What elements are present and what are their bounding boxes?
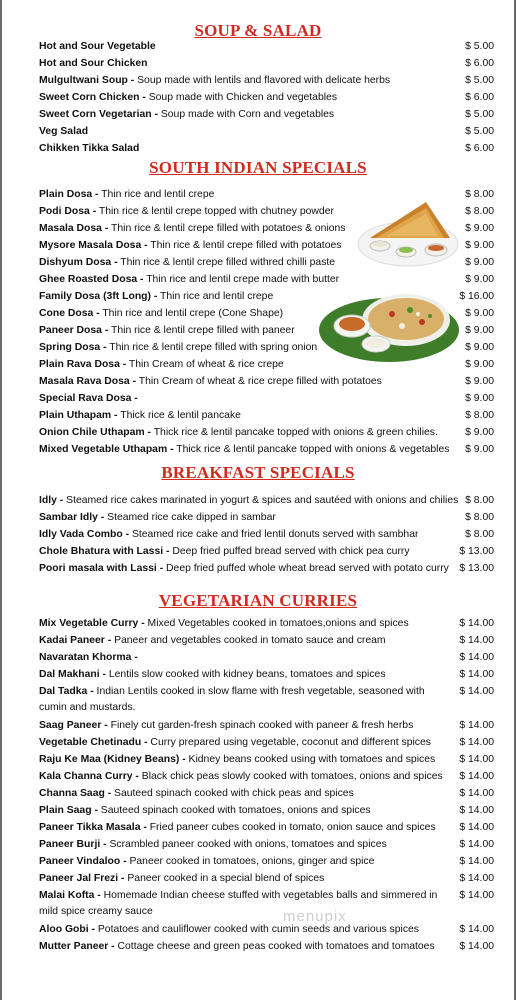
menu-item-text [39, 56, 148, 71]
menu-item [39, 391, 494, 406]
menu-item [39, 442, 494, 457]
menu-item-description: Sauteed spinach cooked with tomatoes, onions and spices [97, 805, 371, 816]
menu-item [39, 204, 494, 219]
menu-item-price: $ 14.00 [459, 635, 494, 646]
menu-item-price: $ 14.00 [459, 890, 494, 901]
menu-item [39, 306, 494, 321]
menu-item-name: Plain Uthapam - [39, 410, 118, 421]
menu-item-price: $ 14.00 [459, 618, 494, 629]
menu-item-description: Sauteed spinach cooked with chick peas and spices [111, 788, 354, 799]
menu-item-text [39, 187, 214, 202]
menupix-watermark: menupix [283, 908, 347, 925]
menu-item-description: Thin rice and lentil crepe made with butter [143, 274, 340, 285]
menu-item [39, 922, 494, 937]
menu-item [39, 39, 494, 54]
menu-item-text [39, 39, 156, 54]
menu-item [39, 221, 494, 236]
menu-item-description: Thin Cream of wheat & rice crepe [126, 359, 284, 370]
menu-item-description: Soup made with Chicken and vegetables [145, 92, 338, 103]
menu-item-price: $ 14.00 [459, 686, 494, 697]
menu-item-text [39, 650, 138, 665]
menu-item-name: Masala Rava Dosa - [39, 376, 137, 387]
menu-item-price: $ 9.00 [465, 427, 494, 438]
menu-item-price: $ 13.00 [459, 546, 494, 557]
section-title-south-indian: SOUTH INDIAN SPECIALS [149, 158, 367, 177]
menu-item [39, 107, 494, 122]
menu-item-description: Thick rice & lentil pancake topped with onions & vegetables [173, 444, 450, 455]
menu-item [39, 272, 494, 287]
menu-item-price: $ 5.00 [465, 109, 494, 120]
menu-item-name: Mulgultwani Soup - [39, 75, 135, 86]
menu-item [39, 289, 494, 304]
menu-item-description: Thin rice and lentil crepe [157, 291, 274, 302]
menu-item-name: Special Rava Dosa - [39, 393, 138, 404]
menu-item-description: Homemade Indian cheese stuffed with vegetables balls and simmered in mild spice creamy sauce [39, 890, 438, 917]
menu-item-text [39, 820, 436, 835]
menu-item [39, 493, 494, 508]
menu-item-price: $ 9.00 [465, 444, 494, 455]
menu-item-text [39, 238, 341, 253]
menu-item-text [39, 888, 449, 920]
menu-item-name: Paneer Tikka Masala - [39, 822, 147, 833]
menu-item-price: $ 9.00 [465, 376, 494, 387]
menu-item [39, 527, 494, 542]
menu-item [39, 56, 494, 71]
menu-item-price: $ 14.00 [459, 805, 494, 816]
menu-item [39, 255, 494, 270]
menu-item-description: Soup made with lentils and flavored with delicate herbs [134, 75, 391, 86]
menu-item [39, 187, 494, 202]
menu-item-text [39, 633, 386, 648]
menu-item [39, 854, 494, 869]
menu-item-text [39, 391, 138, 406]
menu-item-name: Dishyum Dosa - [39, 257, 118, 268]
menu-item-description: Scrambled paneer cooked with onions, tomatoes and spices [106, 839, 387, 850]
menu-item [39, 684, 494, 716]
menu-item-name: Chikken Tikka Salad [39, 143, 140, 154]
menu-item-text [39, 803, 371, 818]
menu-item-price: $ 14.00 [459, 856, 494, 867]
menu-item-text [39, 493, 458, 508]
menu-item-name: Mixed Vegetable Uthapam - [39, 444, 174, 455]
menu-item-name: Kadai Paneer - [39, 635, 112, 646]
menu-item-name: Chole Bhatura with Lassi - [39, 546, 170, 557]
menu-item-price: $ 14.00 [459, 788, 494, 799]
menu-item-text [39, 718, 413, 733]
menu-item-description: Potatoes and cauliflower cooked with cumin seeds and various spices [94, 924, 420, 935]
menu-item-text [39, 323, 295, 338]
menu-item-text [39, 854, 374, 869]
menu-item-price: $ 14.00 [459, 822, 494, 833]
menu-item [39, 735, 494, 750]
menu-item-price: $ 14.00 [459, 941, 494, 952]
menu-item [39, 544, 494, 559]
menu-item-name: Channa Saag - [39, 788, 112, 799]
menu-item [39, 238, 494, 253]
menu-item-description: Thin rice and lentil crepe [98, 189, 215, 200]
menu-item-name: Vegetable Chetinadu - [39, 737, 148, 748]
menu-item-price: $ 9.00 [465, 325, 494, 336]
menu-item-description: Thick rice & lentil pancake topped with onions & green chilies. [151, 427, 438, 438]
menu-item-text [39, 527, 418, 542]
menu-item-text [39, 255, 335, 270]
menu-item-price: $ 8.00 [465, 495, 494, 506]
menu-item [39, 803, 494, 818]
menu-item-price: $ 5.00 [465, 75, 494, 86]
menu-item-price: $ 6.00 [465, 143, 494, 154]
menu-item [39, 561, 494, 576]
menu-item-name: Mutter Paneer - [39, 941, 115, 952]
menu-item-price: $ 5.00 [465, 41, 494, 52]
menu-item-price: $ 14.00 [459, 652, 494, 663]
menu-item-text [39, 544, 410, 559]
menu-item-name: Malai Kofta - [39, 890, 101, 901]
menu-item-name: Dal Makhani - [39, 669, 106, 680]
menu-item-description: Cottage cheese and green peas cooked with tomatoes and tomatoes [114, 941, 435, 952]
menu-item-description: Thin rice & lentil crepe filled with spring onion [106, 342, 318, 353]
menu-item-name: Hot and Sour Chicken [39, 58, 148, 69]
menu-item-price: $ 14.00 [459, 873, 494, 884]
menu-item [39, 124, 494, 139]
menu-item-description: Mixed Vegetables cooked in tomatoes,onions and spices [144, 618, 409, 629]
menu-item-text [39, 769, 443, 784]
menu-item-name: Idly Vada Combo - [39, 529, 130, 540]
menu-item-text [39, 124, 88, 139]
menu-item-name: Cone Dosa - [39, 308, 100, 319]
menu-item-price: $ 5.00 [465, 126, 494, 137]
menu-item-name: Paneer Vindaloo - [39, 856, 127, 867]
menu-item-name: Kala Channa Curry - [39, 771, 139, 782]
menu-item [39, 73, 494, 88]
menu-item [39, 820, 494, 835]
menu-item-description: Steamed rice cake and fried lentil donuts served with sambhar [129, 529, 419, 540]
menu-item [39, 786, 494, 801]
menu-item [39, 357, 494, 372]
menu-item-name: Ghee Roasted Dosa - [39, 274, 144, 285]
menu-item-price: $ 9.00 [465, 308, 494, 319]
menu-item [39, 939, 494, 954]
menu-item-description: Deep fried puffed bread served with chick pea curry [169, 546, 410, 557]
menu-item-description: Fried paneer cubes cooked in tomato, onion sauce and spices [146, 822, 436, 833]
menu-item-name: Paneer Burji - [39, 839, 107, 850]
menu-item-description: Steamed rice cakes marinated in yogurt & spices and sautéed with onions and chilies [63, 495, 459, 506]
left-border [0, 0, 2, 1000]
menu-item [39, 141, 494, 156]
menu-item-description: Thin rice and lentil crepe (Cone Shape) [99, 308, 284, 319]
menu-item-description: Thin rice & lentil crepe filled with potatoes [147, 240, 342, 251]
menu-item-text [39, 442, 449, 457]
menu-item-name: Aloo Gobi - [39, 924, 95, 935]
menu-item-description: Thick rice & lentil pancake [117, 410, 241, 421]
menu-item [39, 510, 494, 525]
menu-item-price: $ 9.00 [465, 274, 494, 285]
menu-item-name: Idly - [39, 495, 64, 506]
menu-item-text [39, 735, 431, 750]
menu-item-text [39, 141, 139, 156]
menu-item-price: $ 9.00 [465, 359, 494, 370]
menu-item [39, 633, 494, 648]
menu-item-price: $ 14.00 [459, 924, 494, 935]
menu-item-text [39, 684, 449, 716]
menu-item-text [39, 221, 346, 236]
menu-item-description: Thin rice & lentil crepe filled withred chilli paste [117, 257, 336, 268]
menu-item [39, 888, 494, 920]
menu-item [39, 374, 494, 389]
menu-item-price: $ 9.00 [465, 257, 494, 268]
menu-item-text [39, 289, 273, 304]
menu-item-name: Plain Saag - [39, 805, 98, 816]
menu-item [39, 323, 494, 338]
menu-item-name: Veg Salad [39, 126, 89, 137]
menu-item-price: $ 14.00 [459, 669, 494, 680]
section-title-soup-salad: SOUP & SALAD [194, 21, 322, 40]
menu-item [39, 616, 494, 631]
menu-item-price: $ 14.00 [459, 737, 494, 748]
menu-item-name: Poori masala with Lassi - [39, 563, 164, 574]
menu-item-name: Podi Dosa - [39, 206, 97, 217]
menu-item-price: $ 6.00 [465, 58, 494, 69]
menu-item-text [39, 306, 283, 321]
menu-item [39, 90, 494, 105]
menu-item-description: Deep fried puffed whole wheat bread served with potato curry [163, 563, 449, 574]
menu-item-description: Black chick peas slowly cooked with tomatoes, onions and spices [138, 771, 443, 782]
menu-item-price: $ 8.00 [465, 206, 494, 217]
menu-item-price: $ 14.00 [459, 839, 494, 850]
menu-item-description: Paneer cooked in a special blend of spices [124, 873, 325, 884]
menu-item-description: Paneer and vegetables cooked in tomato sauce and cream [111, 635, 386, 646]
menu-item-price: $ 9.00 [465, 393, 494, 404]
menu-item-name: Family Dosa (3ft Long) - [39, 291, 158, 302]
menu-item-text [39, 752, 435, 767]
menu-item-name: Mysore Masala Dosa - [39, 240, 148, 251]
menu-item-name: Raju Ke Maa (Kidney Beans) - [39, 754, 186, 765]
menu-item-description: Thin rice & lentil crepe filled with potatoes & onions [108, 223, 346, 234]
menu-item-text [39, 90, 337, 105]
menu-item-text [39, 73, 390, 88]
menu-item-text [39, 272, 339, 287]
menu-item-name: Plain Dosa - [39, 189, 99, 200]
menu-item-price: $ 8.00 [465, 529, 494, 540]
menu-item-price: $ 9.00 [465, 223, 494, 234]
menu-item-description: Thin Cream of wheat & rice crepe filled with potatoes [136, 376, 382, 387]
menu-item-text [39, 616, 409, 631]
menu-item [39, 871, 494, 886]
menu-item-text [39, 837, 387, 852]
section-title-vegetarian-curries: VEGETARIAN CURRIES [158, 591, 358, 610]
section-title-breakfast: BREAKFAST SPECIALS [161, 463, 355, 482]
menu-item-price: $ 9.00 [465, 342, 494, 353]
menu-item [39, 425, 494, 440]
menu-item-description: Steamed rice cake dipped in sambar [104, 512, 276, 523]
menu-item-text [39, 204, 334, 219]
menu-item [39, 769, 494, 784]
menu-item-price: $ 14.00 [459, 754, 494, 765]
menu-item-text [39, 871, 324, 886]
menu-item-text [39, 561, 449, 576]
menu-item-name: Hot and Sour Vegetable [39, 41, 156, 52]
menu-item-text [39, 667, 386, 682]
menu-item-name: Saag Paneer - [39, 720, 108, 731]
menu-item-price: $ 8.00 [465, 189, 494, 200]
menu-item [39, 837, 494, 852]
menu-item [39, 752, 494, 767]
menu-item-description: Paneer cooked in tomatoes, onions, ginger and spice [126, 856, 375, 867]
menu-item-text [39, 425, 438, 440]
menu-item [39, 667, 494, 682]
menu-item-text [39, 408, 241, 423]
menu-item-name: Masala Dosa - [39, 223, 109, 234]
menu-item-name: Sambar Idly - [39, 512, 105, 523]
menu-item [39, 650, 494, 665]
menu-item-description: Curry prepared using vegetable, coconut and different spices [147, 737, 431, 748]
menu-item-description: Lentils slow cooked with kidney beans, tomatoes and spices [105, 669, 386, 680]
menu-item [39, 718, 494, 733]
menu-item-price: $ 6.00 [465, 92, 494, 103]
menu-item-price: $ 14.00 [459, 771, 494, 782]
menu-item [39, 408, 494, 423]
menu-item-price: $ 16.00 [459, 291, 494, 302]
menu-item-text [39, 922, 419, 937]
menu-item-text [39, 939, 435, 954]
menu-item-name: Plain Rava Dosa - [39, 359, 127, 370]
menu-item-text [39, 357, 284, 372]
menu-item-name: Navaratan Khorma - [39, 652, 138, 663]
menu-item-name: Onion Chile Uthapam - [39, 427, 151, 438]
menu-item-text [39, 107, 334, 122]
menu-item-price: $ 14.00 [459, 720, 494, 731]
menu-item-name: Spring Dosa - [39, 342, 107, 353]
menu-item-name: Sweet Corn Chicken - [39, 92, 146, 103]
menu-item-price: $ 9.00 [465, 240, 494, 251]
menu-item-description: Thin rice & lentil crepe topped with chutney powder [96, 206, 334, 217]
menu-item-text [39, 374, 382, 389]
menu-item-name: Paneer Dosa - [39, 325, 109, 336]
menu-item-price: $ 13.00 [459, 563, 494, 574]
menu-item-name: Dal Tadka - [39, 686, 94, 697]
menu-item-description: Indian Lentils cooked in slow flame with fresh vegetable, seasoned with cumin and mustards. [39, 686, 425, 713]
menu-item-price: $ 8.00 [465, 512, 494, 523]
menu-item-price: $ 8.00 [465, 410, 494, 421]
menu-item-name: Paneer Jal Frezi - [39, 873, 125, 884]
menu-item-name: Mix Vegetable Curry - [39, 618, 145, 629]
menu-item-description: Thin rice & lentil crepe filled with paneer [108, 325, 295, 336]
menu-item-description: Finely cut garden-fresh spinach cooked with paneer & fresh herbs [107, 720, 414, 731]
menu-item-text [39, 510, 276, 525]
menu-item-text [39, 340, 317, 355]
menu-item-description: Kidney beans cooked using with tomatoes and spices [185, 754, 436, 765]
menu-item-name: Sweet Corn Vegetarian - [39, 109, 158, 120]
menu-item-description: Soup made with Corn and vegetables [157, 109, 335, 120]
menu-item [39, 340, 494, 355]
menu-item-text [39, 786, 354, 801]
